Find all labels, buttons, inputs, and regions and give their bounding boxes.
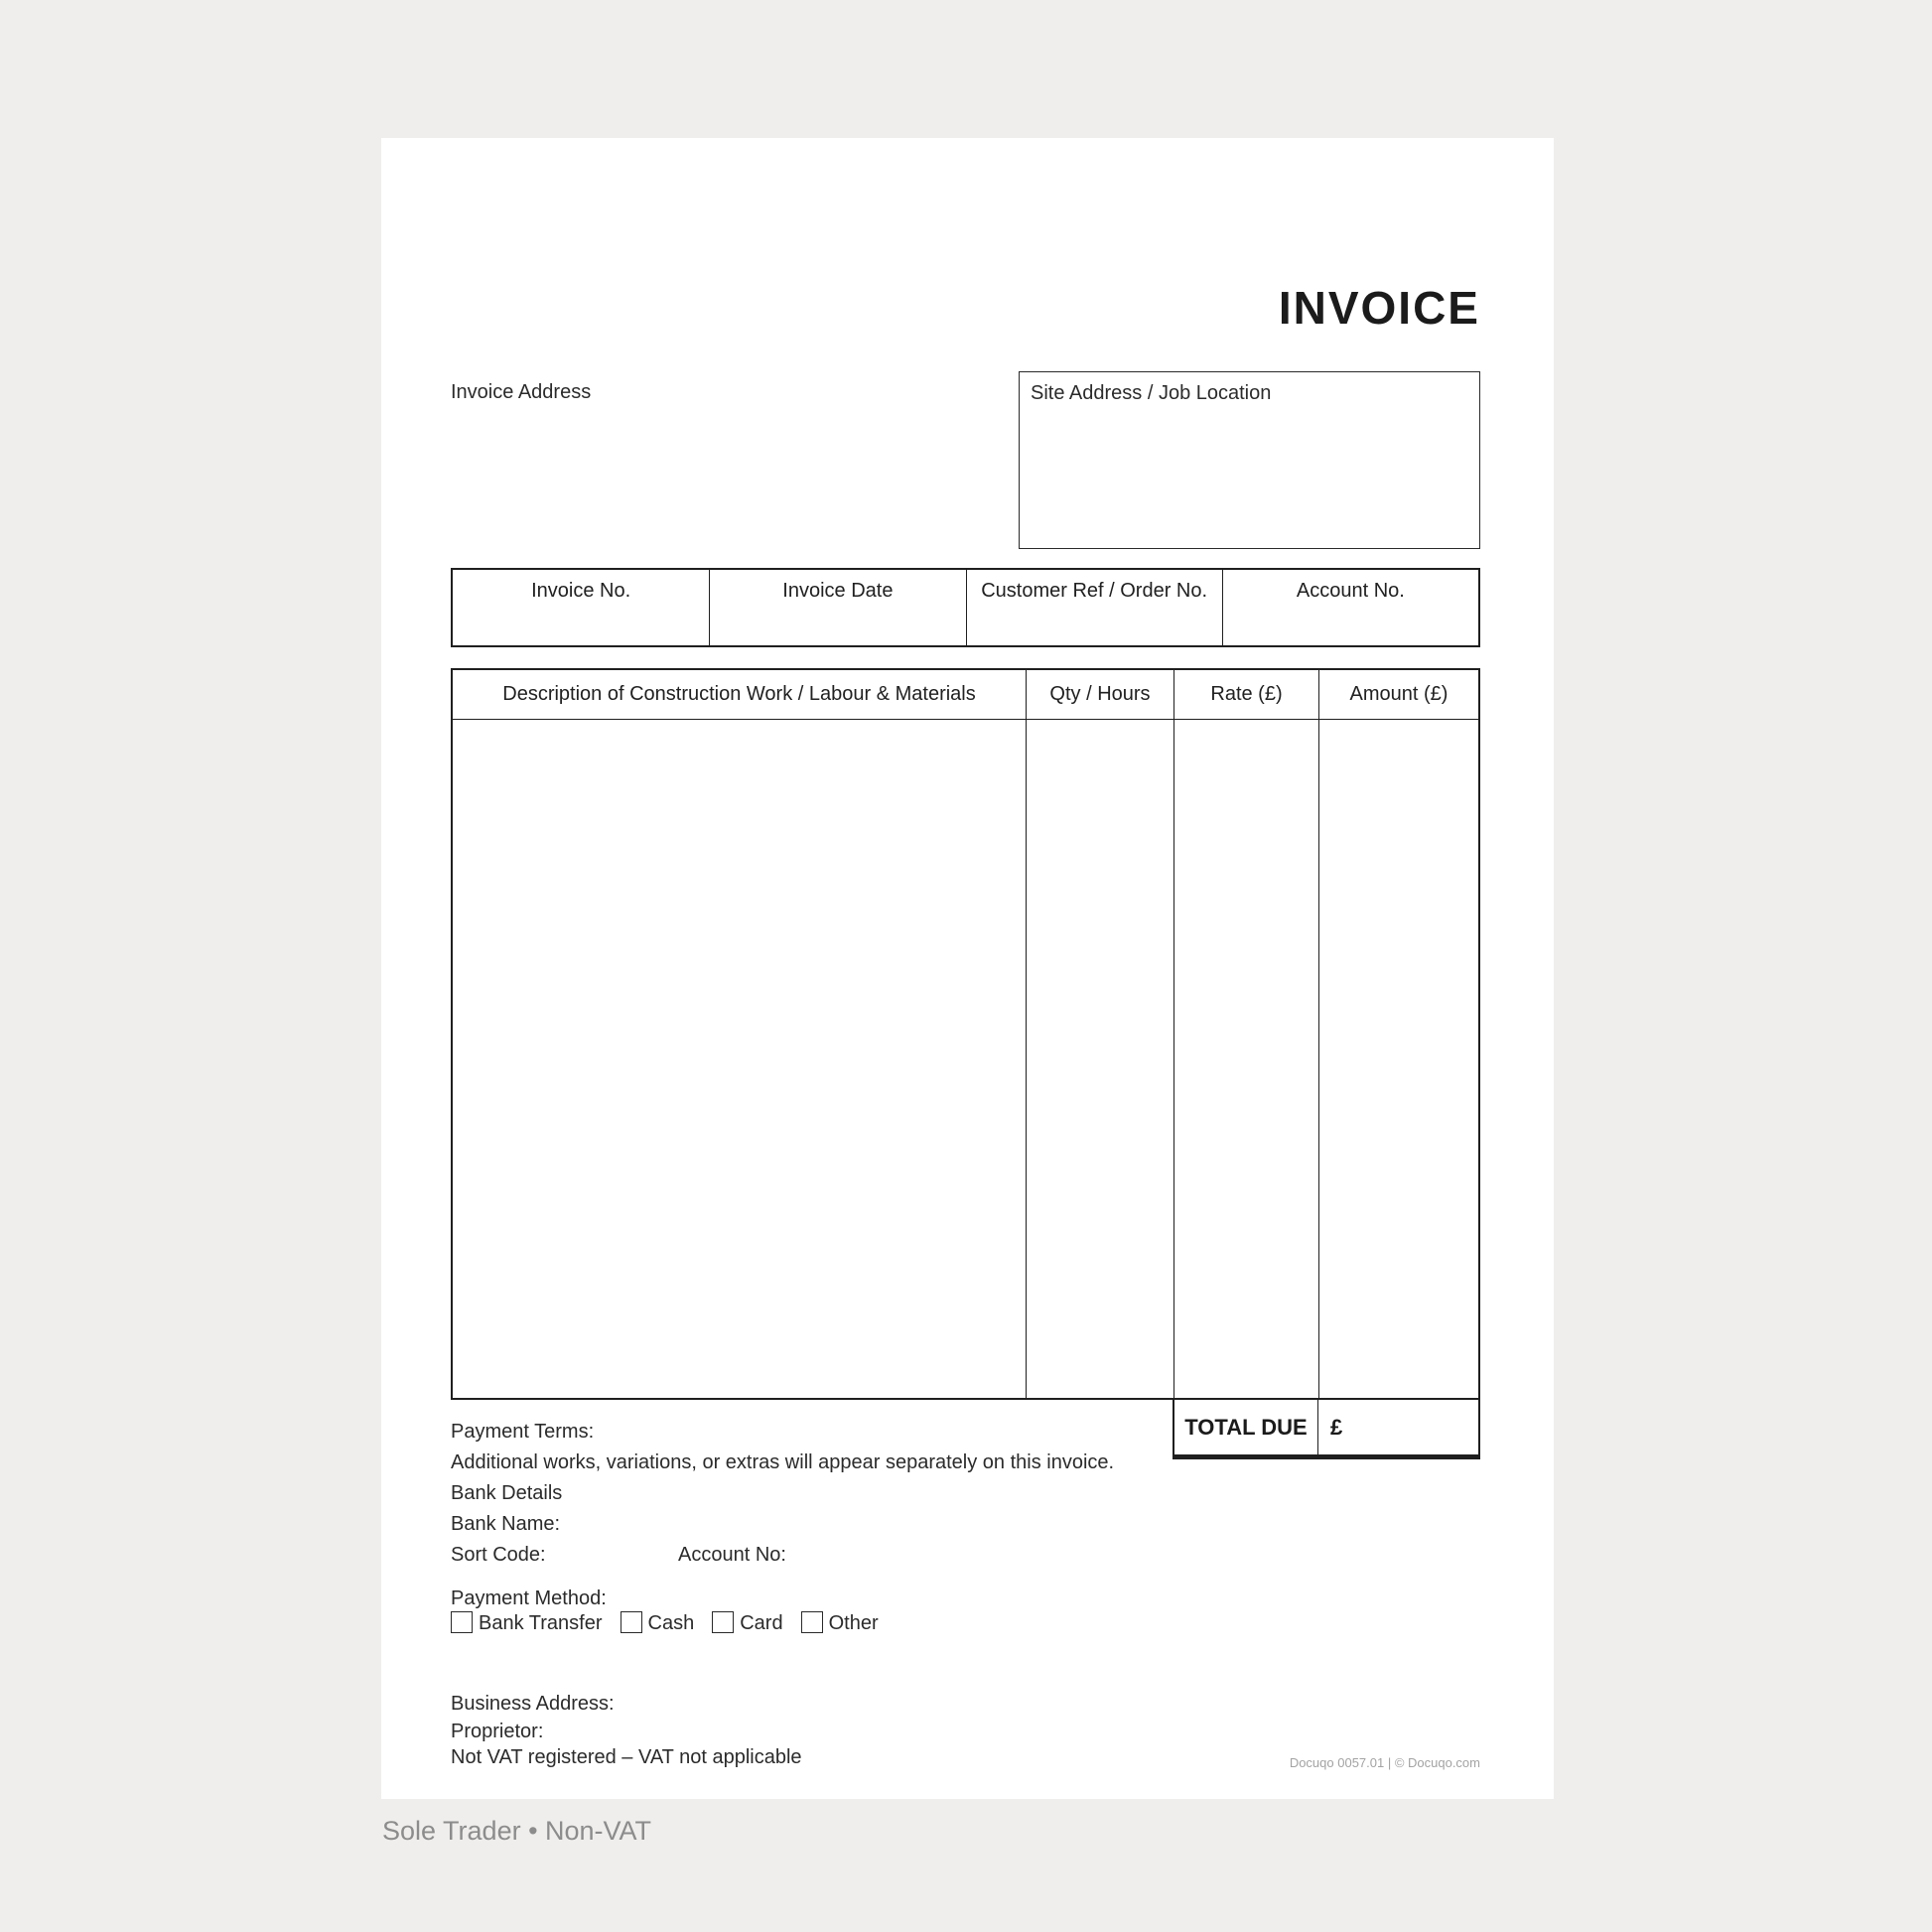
cash-label: Cash [647, 1612, 695, 1634]
line-items-table [451, 668, 1480, 1400]
invoice-date-header: Invoice Date [782, 580, 894, 602]
rate-column-header: Rate (£) [1173, 670, 1318, 720]
customer-ref-cell[interactable] [966, 570, 1222, 645]
total-due-amount-cell[interactable] [1317, 1400, 1478, 1454]
bank-transfer-label: Bank Transfer [479, 1612, 603, 1634]
rate-column-body[interactable] [1173, 720, 1318, 1398]
site-address-box[interactable] [1019, 371, 1480, 549]
invoice-no-cell[interactable] [453, 570, 709, 645]
invoice-address-label: Invoice Address [451, 381, 592, 403]
bank-name-label: Bank Name: [451, 1513, 561, 1535]
invoice-info-table [451, 568, 1480, 647]
vat-note: Not VAT registered – VAT not applicable [451, 1746, 802, 1768]
invoice-date-cell[interactable] [709, 570, 965, 645]
other-label: Other [828, 1612, 879, 1634]
card-label: Card [740, 1612, 783, 1634]
description-column-header: Description of Construction Work / Labour & Materials [453, 670, 1026, 720]
invoice-page [381, 138, 1554, 1799]
payment-terms-label: Payment Terms: [451, 1421, 595, 1443]
payment-method-label: Payment Method: [451, 1587, 607, 1609]
page-title: INVOICE [1278, 282, 1480, 334]
card-checkbox[interactable] [712, 1611, 734, 1633]
total-due-label: TOTAL DUE [1184, 1414, 1308, 1440]
payment-method-other [801, 1611, 879, 1636]
sort-code-label: Sort Code: [451, 1544, 546, 1566]
other-checkbox[interactable] [801, 1611, 823, 1633]
payment-method-cash [621, 1611, 695, 1636]
cash-checkbox[interactable] [621, 1611, 642, 1633]
template-caption: Sole Trader • Non-VAT [382, 1816, 652, 1846]
proprietor-label: Proprietor: [451, 1721, 544, 1742]
customer-ref-header: Customer Ref / Order No. [981, 580, 1208, 602]
bank-details-label: Bank Details [451, 1482, 563, 1504]
invoice-no-header: Invoice No. [531, 580, 631, 602]
description-column-body[interactable] [453, 720, 1026, 1398]
qty-hours-column-body[interactable] [1026, 720, 1173, 1398]
business-address-label: Business Address: [451, 1693, 615, 1715]
site-address-label: Site Address / Job Location [1031, 382, 1272, 404]
payment-method-card [712, 1611, 782, 1636]
qty-hours-column-header: Qty / Hours [1026, 670, 1173, 720]
document-reference: Docuqo 0057.01 | © Docuqo.com [1289, 1755, 1480, 1770]
bank-transfer-checkbox[interactable] [451, 1611, 473, 1633]
payment-method-bank-transfer [451, 1611, 603, 1636]
amount-column-body[interactable] [1318, 720, 1478, 1398]
account-no-label: Account No: [678, 1544, 786, 1566]
additional-works-note: Additional works, variations, or extras will appear separately on this invoice. [451, 1451, 1115, 1473]
account-no-cell[interactable] [1222, 570, 1478, 645]
total-due-box [1173, 1400, 1480, 1459]
account-no-header: Account No. [1296, 580, 1405, 602]
currency-symbol: £ [1330, 1414, 1343, 1440]
amount-column-header: Amount (£) [1318, 670, 1478, 720]
payment-method-options [451, 1611, 879, 1636]
